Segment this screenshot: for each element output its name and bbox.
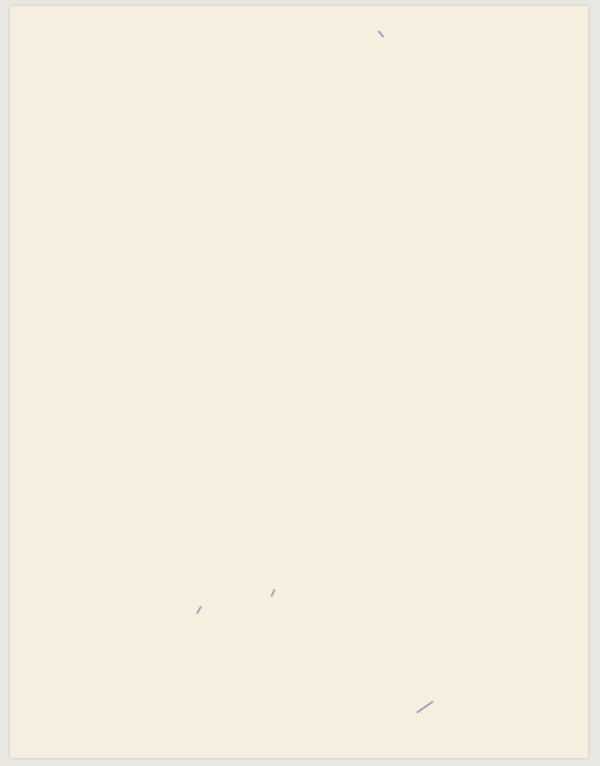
california-team-header [290, 139, 296, 151]
colorado-team-header [28, 139, 34, 151]
scoresheet-paper [10, 6, 588, 758]
box-score-grid [10, 6, 588, 758]
